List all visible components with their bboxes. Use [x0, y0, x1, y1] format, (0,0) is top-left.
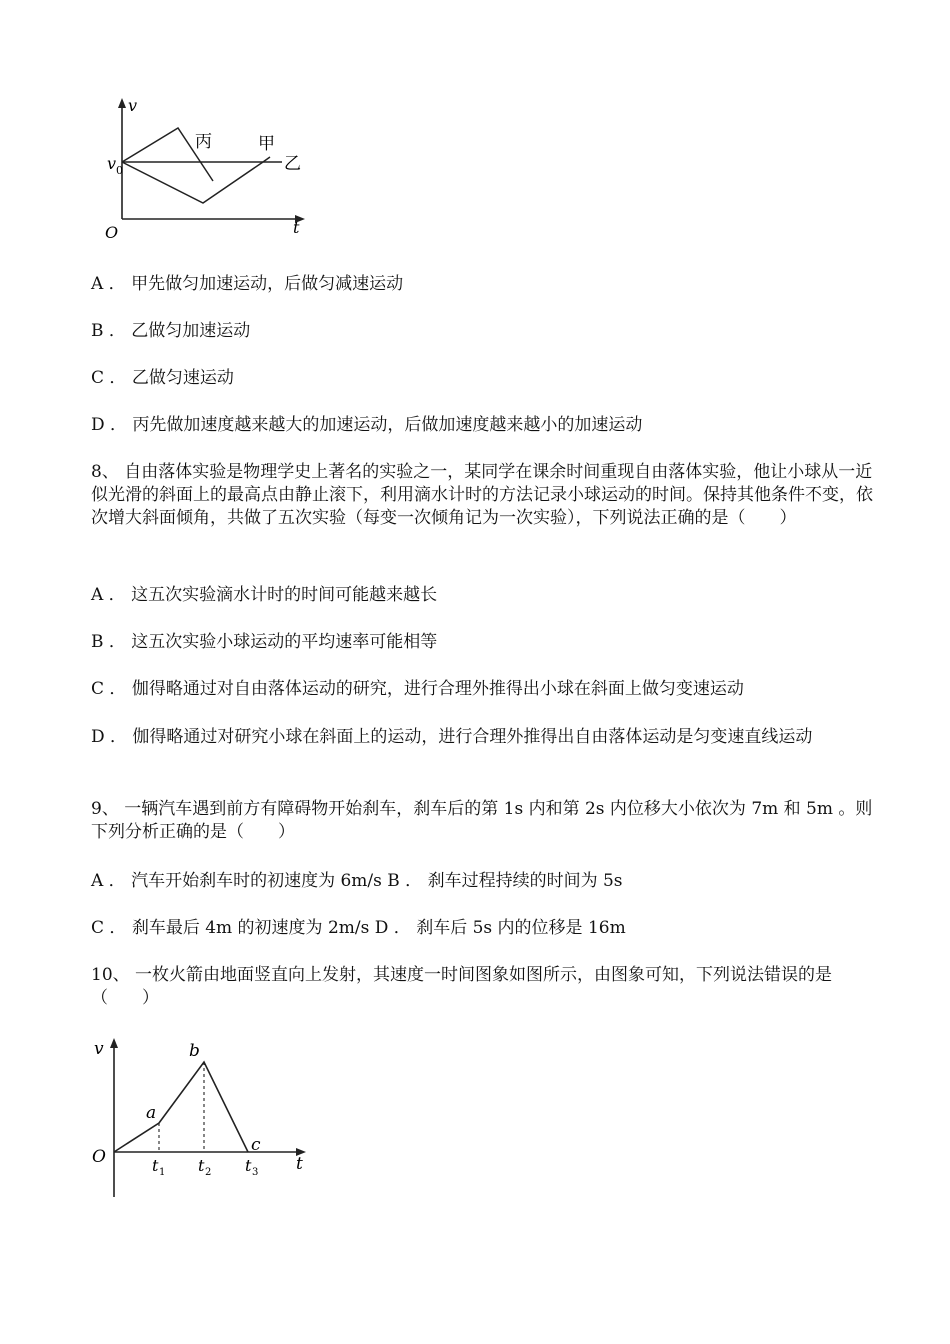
- axis-label-t: t: [293, 218, 300, 237]
- axis-label-v: v: [128, 96, 138, 115]
- label-bing: 丙: [195, 132, 212, 152]
- q9-options-ab: A ． 汽车开始刹车时的初速度为 6m/s B ． 刹车过程持续的时间为 5s: [91, 871, 623, 891]
- y-axis-arrow: [118, 98, 126, 108]
- q9-stem: 9、 一辆汽车遇到前方有障碍物开始刹车，刹车后的第 1s 内和第 2s 内位移大小依次为 7m 和 5m 。则下列分析正确的是（ ）: [91, 799, 873, 842]
- q8-option-b: B ． 这五次实验小球运动的平均速率可能相等: [91, 632, 438, 652]
- velocity-line: [114, 1062, 248, 1152]
- point-a-label: a: [146, 1103, 157, 1123]
- axis-label-t: t: [296, 1154, 303, 1174]
- q7-option-a: A ． 甲先做匀加速运动，后做匀减速运动: [91, 274, 404, 294]
- t3-subscript: 3: [252, 1167, 259, 1178]
- t1-subscript: 1: [159, 1167, 166, 1178]
- y-axis-arrow: [110, 1038, 118, 1048]
- t2-subscript: 2: [205, 1167, 212, 1178]
- line-jia: [122, 157, 270, 203]
- q7-option-b: B ． 乙做匀加速运动: [91, 321, 251, 341]
- q8-option-d: D ． 伽得略通过对研究小球在斜面上的运动，进行合理外推得出自由落体运动是匀变速直线运动: [91, 727, 813, 747]
- origin-label: O: [105, 223, 119, 242]
- velocity-time-graph-1: [95, 95, 315, 247]
- q7-option-d: D ． 丙先做加速度越来越大的加速运动，后做加速度越来越小的加速运动: [91, 415, 643, 435]
- q7-option-c: C ． 乙做匀速运动: [91, 368, 234, 388]
- v0-label: v: [107, 154, 117, 173]
- origin-label: O: [92, 1147, 106, 1167]
- label-yi: 乙: [284, 154, 301, 174]
- axis-label-v: v: [94, 1039, 104, 1059]
- velocity-time-graph-2: [88, 1032, 318, 1202]
- q8-stem: 8、 自由落体实验是物理学史上著名的实验之一，某同学在课余时间重现自由落体实验，他让小球从一近似光滑的斜面上的最高点由静止滚下，利用滴水计时的方法记录小球运动的时间。保持其他条件不变，依次增大斜面倾角，共做了五次实验（每变一次倾角记为一次实验），下列说法正确的是（ ）: [91, 462, 873, 528]
- q9-options-cd: C ． 刹车最后 4m 的初速度为 2m/s D ． 刹车后 5s 内的位移是 16m: [91, 918, 626, 938]
- t2-label: t: [198, 1156, 205, 1175]
- t1-label: t: [152, 1156, 159, 1175]
- q8-option-a: A ． 这五次实验滴水计时的时间可能越来越长: [91, 585, 438, 605]
- point-c-label: c: [251, 1135, 261, 1155]
- point-b-label: b: [189, 1041, 200, 1061]
- label-jia: 甲: [258, 134, 275, 154]
- q10-stem: 10、 一枚火箭由地面竖直向上发射，其速度一时间图象如图所示，由图象可知，下列说法错误的是（ ）: [91, 965, 833, 1008]
- v0-subscript: 0: [116, 164, 123, 177]
- t3-label: t: [245, 1156, 252, 1175]
- q8-option-c: C ． 伽得略通过对自由落体运动的研究，进行合理外推得出小球在斜面上做匀变速运动: [91, 679, 744, 699]
